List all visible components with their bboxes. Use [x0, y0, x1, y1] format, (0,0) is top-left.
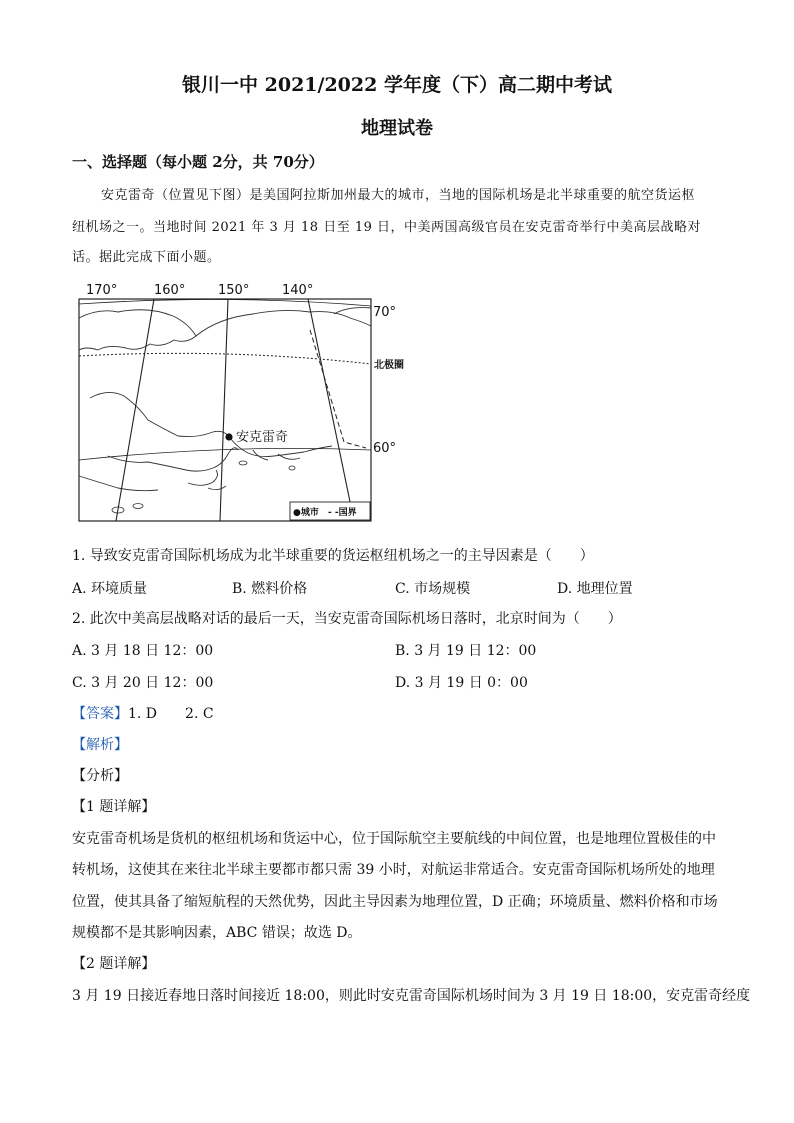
- question-1-option-d: D. 地理位置: [557, 581, 633, 597]
- question-1-option-b: B. 燃料价格: [232, 581, 308, 597]
- section-heading: 一、选择题（每小题 2分，共 70分）: [72, 153, 324, 171]
- question-1-option-c: C. 市场规模: [395, 581, 471, 597]
- question-2-option-a: A. 3 月 18 日 12：00: [72, 643, 214, 659]
- question-2-option-b: B. 3 月 19 日 12：00: [395, 643, 537, 659]
- detail-2-tag: 【2 题详解】: [72, 956, 156, 972]
- lon-label-140: 140°: [282, 283, 314, 298]
- passage-line-3: 话。据此完成下面小题。: [72, 250, 221, 265]
- passage-line-1: 安克雷奇（位置见下图）是美国阿拉斯加州最大的城市，当地的国际机场是北半球重要的航空货运枢: [101, 188, 696, 203]
- arctic-circle-label: 北极圈: [374, 360, 404, 371]
- detail-1-tag: 【1 题详解】: [72, 799, 156, 815]
- answer-row: [72, 703, 214, 723]
- detail-1-line-1: 安克雷奇机场是货机的枢纽机场和货运中心，位于国际航空主要航线的中间位置，也是地理位置极佳的中: [72, 831, 716, 847]
- page-title: 银川一中 2021/2022 学年度（下）高二期中考试: [182, 74, 612, 96]
- city-label-anchorage: 安克雷奇: [236, 430, 289, 445]
- analysis-tag: 【解析】: [72, 737, 128, 753]
- lon-label-150: 150°: [218, 283, 250, 298]
- lon-label-160: 160°: [154, 283, 186, 298]
- page-subtitle: 地理试卷: [361, 118, 433, 139]
- detail-1-line-2: 转机场，这使其在来往北半球主要都市都只需 39 小时，对航运非常适合。安克雷奇国际机场所处的地理: [72, 862, 715, 878]
- question-2-stem: 2. 此次中美高层战略对话的最后一天，当安克雷奇国际机场日落时，北京时间为（ ）: [72, 611, 622, 627]
- city-marker-anchorage: [225, 433, 232, 440]
- legend-border: - -国界: [328, 508, 357, 518]
- detail-1-line-3: 位置，使其具备了缩短航程的天然优势，因此主导因素为地理位置，D 正确；环境质量、燃料价格和市场: [72, 894, 718, 910]
- detail-2-line-1: 3 月 19 日接近春地日落时间接近 18:00，则此时安克雷奇国际机场时间为 3 月 19 日 18:00，安克雷奇经度: [72, 988, 751, 1004]
- question-2-option-c: C. 3 月 20 日 12：00: [72, 675, 214, 691]
- question-1-option-a: A. 环境质量: [72, 581, 148, 597]
- lon-label-170: 170°: [86, 283, 118, 298]
- question-2-option-d: D. 3 月 19 日 0：00: [395, 675, 528, 691]
- legend-city: ●城市: [293, 508, 319, 518]
- breakdown-tag: 【分析】: [72, 768, 128, 784]
- location-map: [78, 278, 408, 524]
- lat-label-60: 60°: [373, 441, 397, 456]
- detail-1-line-4: 规模都不是其影响因素，ABC 错误；故选 D。: [72, 925, 362, 941]
- answer-tag: 【答案】: [72, 706, 128, 722]
- map-frame: [79, 299, 371, 521]
- lat-label-70: 70°: [373, 305, 397, 320]
- question-1-stem: 1. 导致安克雷奇国际机场成为北半球重要的货运枢纽机场之一的主导因素是（ ）: [72, 548, 594, 564]
- passage-line-2: 纽机场之一。当地时间 2021 年 3 月 18 日至 19 日，中美两国高级官员在安克雷奇举行中美高层战略对: [72, 220, 701, 235]
- answer-text: 1. D 2. C: [128, 706, 214, 722]
